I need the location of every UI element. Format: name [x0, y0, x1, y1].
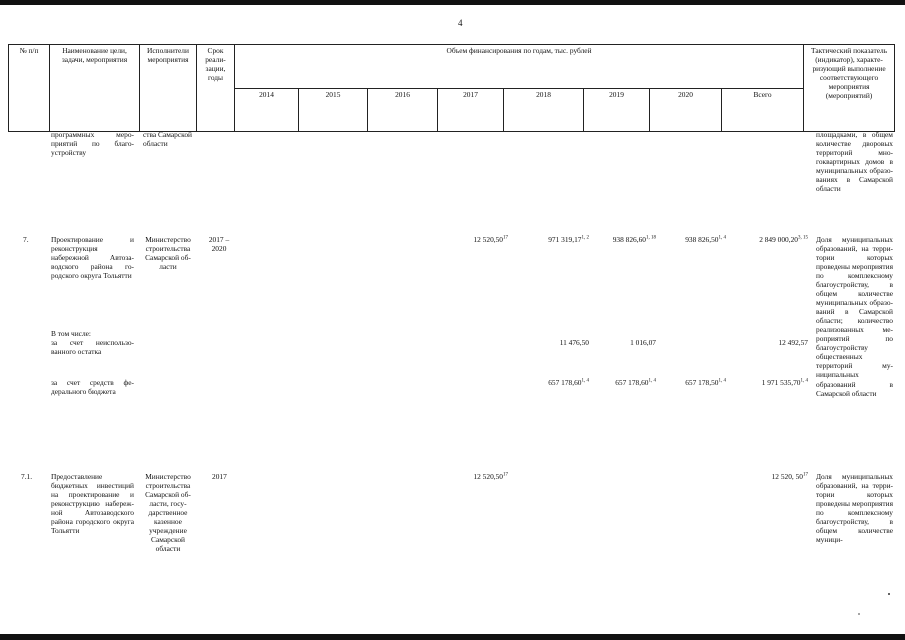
cont-executors: ства Самарской области [143, 130, 192, 149]
scan-speck [858, 613, 860, 615]
row7-term: 2017 – 2020 [208, 235, 230, 254]
row71-term: 2017 [212, 472, 227, 481]
header-name: Наименование цели, задачи, мероприятия [50, 45, 140, 132]
header-year: 2019 [584, 88, 650, 132]
row7-2019: 938 826,60$^{1, 18}$ [612, 235, 656, 244]
top-border [0, 0, 905, 5]
header-year: 2014 [235, 88, 299, 132]
cont-indicator: площадками, в общем количестве дворовых территорий многоквартирных домов в муниципальных образованиях в Самарской области [816, 130, 893, 194]
table-header [8, 44, 895, 132]
row7-executors: Министерство строительства Самарской области [145, 235, 191, 272]
row7-name: Проектирование и реконструкция набережной Автозаводского района городского округа Тольятти [51, 235, 134, 281]
row7-sub2-name: за счет средств федерального бюджета [51, 378, 134, 397]
row7-including-label: В том числе: [51, 329, 91, 338]
row7-sub1-2018: 11 476,50 [559, 338, 589, 347]
row71-2017: 12 520,50$^{17}$ [473, 472, 508, 481]
row7-2018: 971 319,17$^{1, 2}$ [548, 235, 589, 244]
header-financing: Объем финансирования по годам, тыс. рублей [235, 45, 804, 89]
row71-indicator: Доля муниципальных образований, на территории которых проведены мероприятия по комплексному благоустройству, в общем количестве муници- [816, 472, 893, 545]
cont-name: программных мероприятий по благоустройству [51, 130, 134, 158]
row7-sub2-total: 1 971 535,70$^{1, 4}$ [761, 378, 808, 387]
header-executors: Исполнители мероприятия [140, 45, 197, 132]
header-total: Всего [722, 88, 804, 132]
row71-name: Предоставление бюджетных инвестиций на проектирование и реконструкцию набережной Автозаводского района городского округа Тольятти [51, 472, 134, 536]
table-body [8, 130, 894, 630]
row71-executors: Министерство строительства Самарской области, государственное казенное учреждение Самарской области [145, 472, 191, 554]
row71-total: 12 520, $50^{17}$ [771, 472, 808, 481]
header-year: 2017 [438, 88, 504, 132]
row7-sub2-2019: 657 178,60$^{1, 4}$ [615, 378, 656, 387]
page-number: 4 [458, 18, 463, 28]
row7-sub2-2018: 657 178,60$^{1, 4}$ [548, 378, 589, 387]
row7-sub1-total: 12 492,57 [778, 338, 808, 347]
header-year: 2016 [368, 88, 438, 132]
row71-number: 7.1. [21, 472, 33, 481]
bottom-border [0, 634, 905, 640]
header-no: № п/п [9, 45, 50, 132]
row7-total: 2 849 000,20$^{3, 15}$ [759, 235, 808, 244]
row7-sub1-name: за счет неиспользованного остатка [51, 338, 134, 357]
header-term: Срок реализации, годы [197, 45, 235, 132]
row7-sub2-2020: 657 178,50$^{1, 4}$ [685, 378, 726, 387]
header-year: 2018 [504, 88, 584, 132]
header-indicator: Тактический показатель (индикатор), характеризующий выполнение соответствующего мероприятия (мероприятий) [804, 45, 895, 132]
row7-2020: 938 826,50$^{1, 4}$ [685, 235, 726, 244]
header-year: 2020 [650, 88, 722, 132]
row7-sub1-2019: 1 016,07 [630, 338, 656, 347]
row7-indicator: Доля муниципальных образований, на территории которых проведены мероприятия по комплексному благоустройству, в общем количестве муниципальных образований в Самарской области; количество реализованных мероприятий по благоустройству общественных территорий муниципальных образований в Самарской области [816, 235, 893, 398]
row7-2017: 12 520,50$^{17}$ [473, 235, 508, 244]
scan-speck [888, 593, 890, 595]
row7-number: 7. [23, 235, 29, 244]
header-year: 2015 [299, 88, 368, 132]
